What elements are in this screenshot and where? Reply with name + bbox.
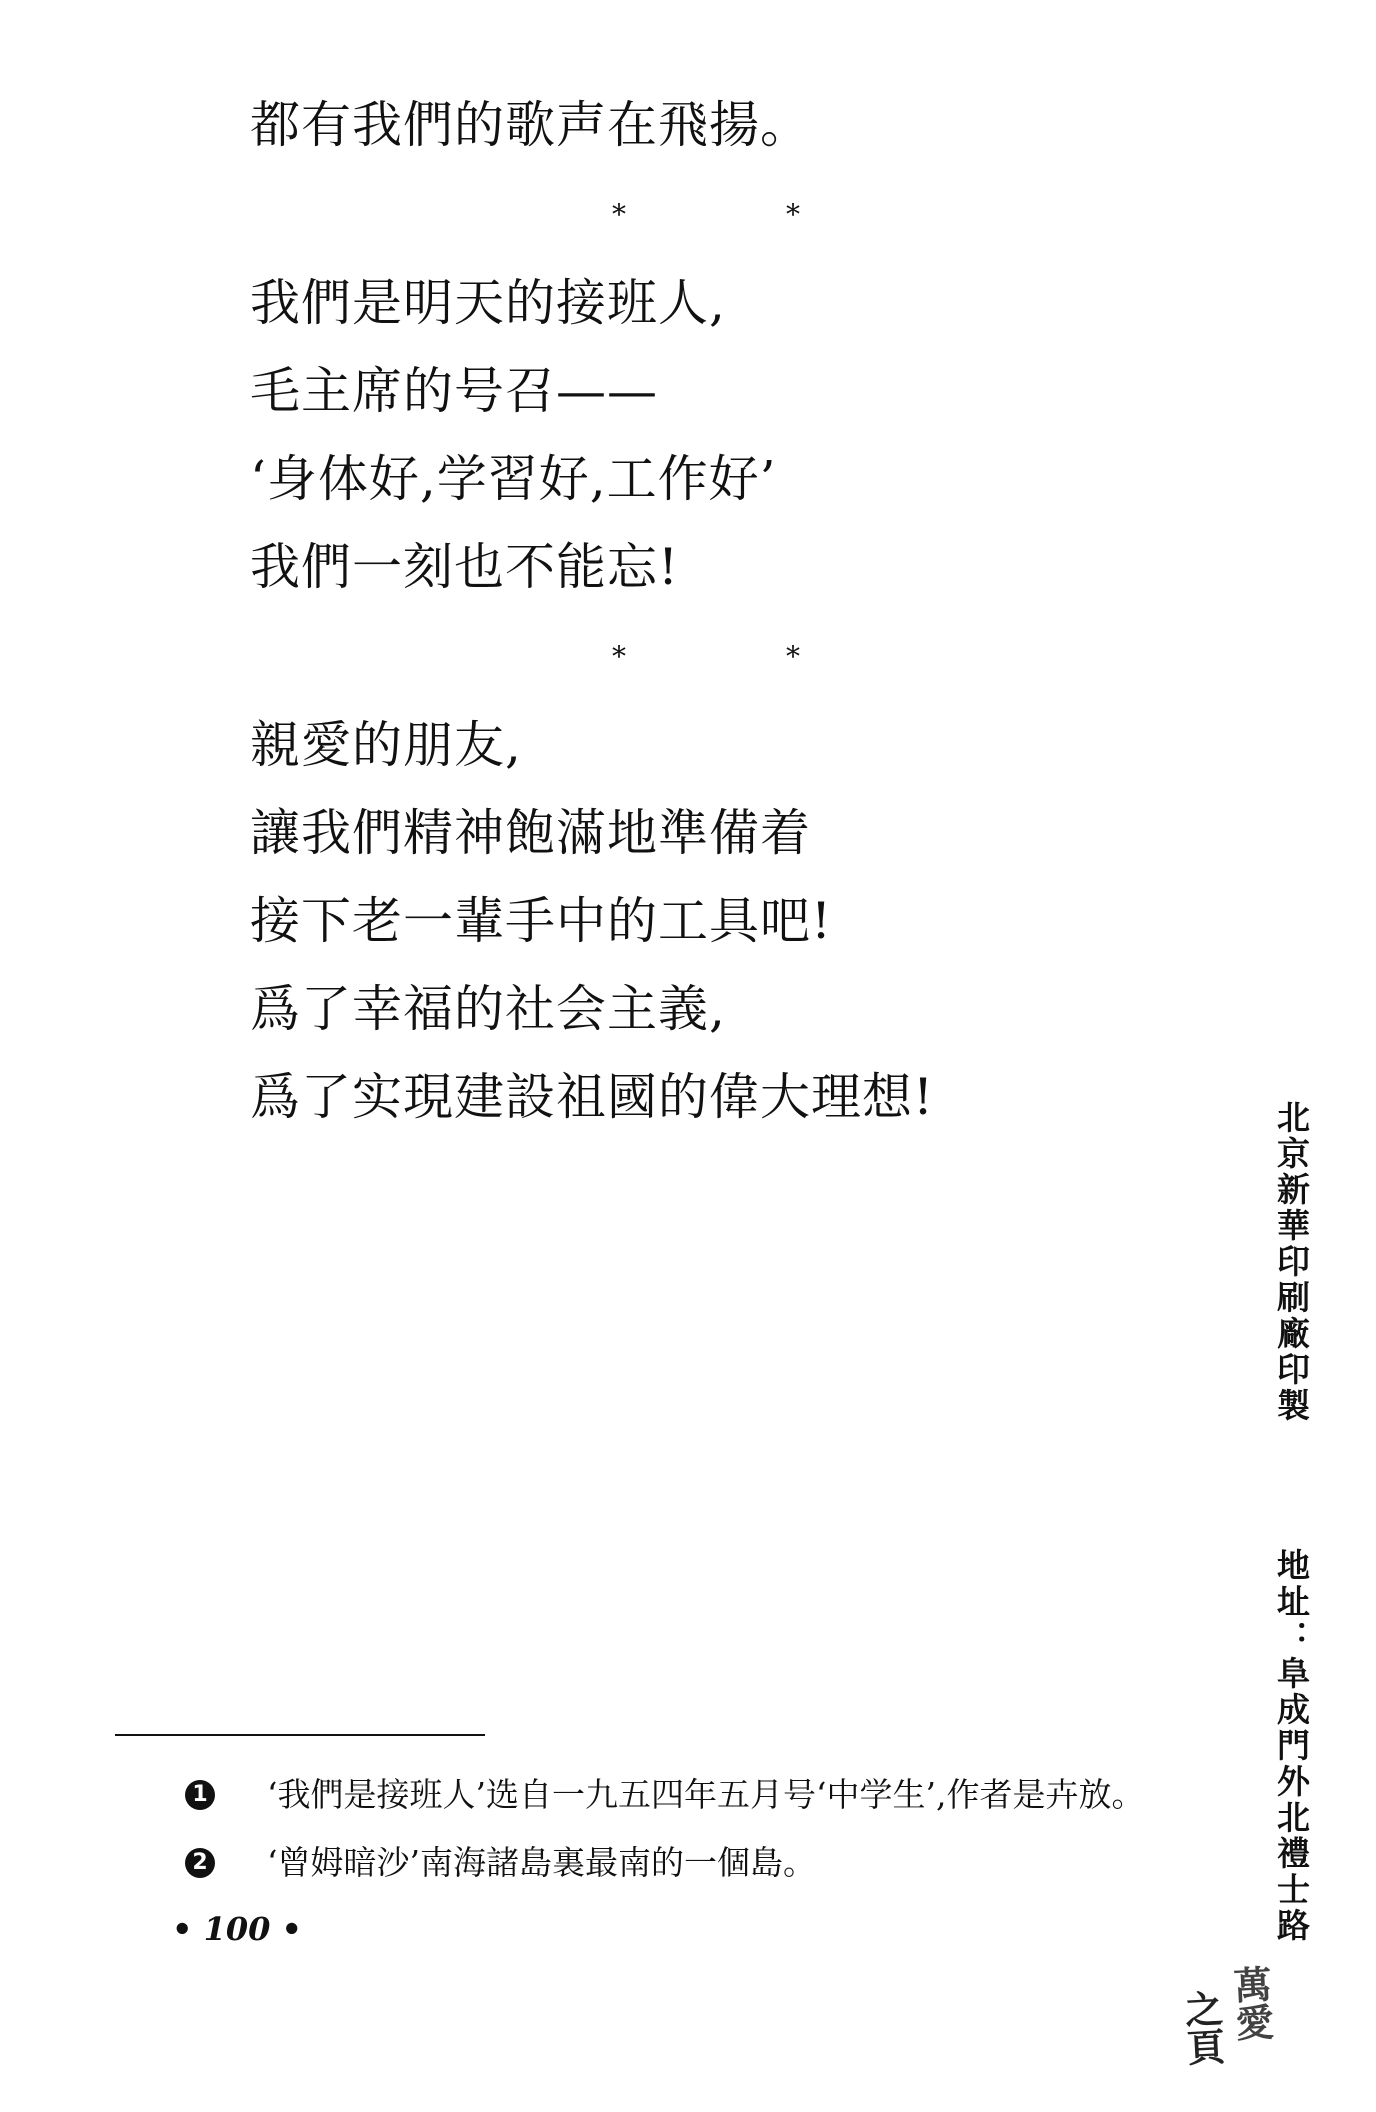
stanza-divider [250,188,1010,242]
footnote-divider [115,1734,485,1736]
page-number: • 100 • [172,1910,302,1948]
poem-line: 我們是明天的接班人, [250,274,726,332]
printer-address: 地址：阜成門外北禮士路 [1272,1548,1311,1944]
poem-line: 讓我們精神飽滿地準備着 [250,804,811,862]
footnotes [185,1775,1265,1914]
divider-star: * [786,198,800,231]
poem-line: 爲了幸福的社会主義, [250,980,726,1038]
footnote-text: ‘我們是接班人’选自一九五四年五月号‘中学生’,作者是卉放。 [267,1775,1145,1814]
poem-line: 都有我們的歌声在飛揚。 [250,96,811,154]
footnote [185,1843,1265,1886]
poem-line: 爲了实現建設祖國的偉大理想! [250,1068,935,1126]
poem-line: 親愛的朋友, [250,716,522,774]
divider-star: * [612,640,626,673]
poem-body [250,96,1010,1126]
footnote [185,1775,1265,1818]
stanza-divider [250,630,1010,684]
printer-imprint [1264,1100,1318,1944]
footnote-marker: 2 [185,1848,215,1878]
poem-line: 接下老一輩手中的工具吧! [250,892,833,950]
divider-star: * [786,640,800,673]
divider-star: * [612,198,626,231]
poem-line: ‘身体好,学習好,工作好’ [250,450,777,508]
poem-line: 毛主席的号召—— [250,362,658,420]
footnote-text: ‘曾姆暗沙’南海諸島裏最南的一個島。 [267,1843,816,1882]
stamp-text-left: 之頁 [1177,1988,1227,2067]
library-stamp [1173,1963,1296,2073]
printer-name: 北京新華印刷廠印製 [1272,1100,1311,1424]
poem-line: 我們一刻也不能忘! [250,538,680,596]
footnote-marker: 1 [185,1780,215,1810]
stamp-text-right: 萬愛 [1226,1964,1276,2043]
